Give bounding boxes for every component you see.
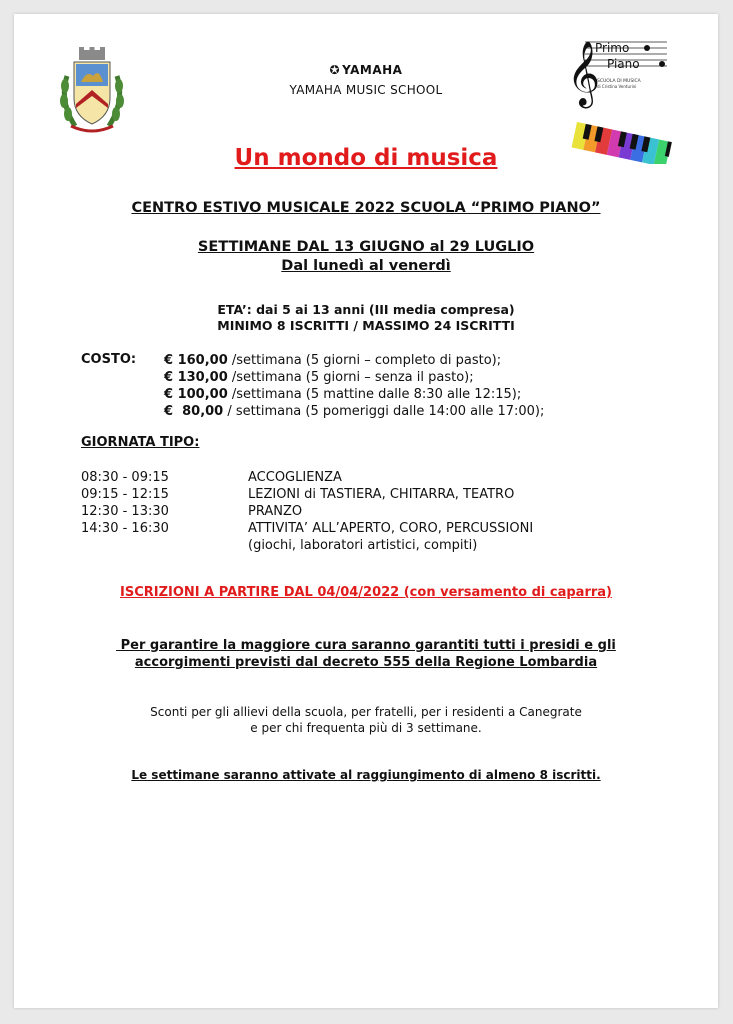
schedule-row — [81, 469, 533, 486]
schedule-table — [81, 469, 533, 554]
cost-desc: /settimana (5 giorni – completo di pasto); — [227, 353, 502, 368]
activation-notice: Le settimane saranno attivate al raggiungimento di almeno 8 iscritti. — [131, 768, 601, 782]
age-range: ETA’: dai 5 ai 13 anni (III media compresa) — [217, 302, 515, 317]
schedule-row — [81, 537, 533, 554]
logo-text-primo: Primo — [595, 41, 630, 55]
weeks-heading — [14, 238, 718, 276]
schedule-time — [81, 537, 248, 554]
cost-amount: € 130,00 — [164, 370, 228, 385]
schedule-activity: ACCOGLIENZA — [248, 470, 342, 485]
cost-amount: € 100,00 — [164, 387, 228, 402]
cost-amount: € 80,00 — [164, 404, 224, 419]
cost-list — [164, 352, 544, 420]
schedule-row — [81, 503, 533, 520]
page-title: Un mondo di musica — [234, 145, 498, 171]
main-heading: CENTRO ESTIVO MUSICALE 2022 SCUOLA “PRIMO PIANO” — [131, 200, 601, 216]
cost-desc: /settimana (5 giorni – senza il pasto); — [227, 370, 474, 385]
yamaha-brand-text: YAMAHA — [342, 63, 403, 77]
age-info — [14, 302, 718, 334]
flyer-page — [14, 14, 718, 1008]
schedule-activity: ATTIVITA’ ALL’APERTO, CORO, PERCUSSIONI — [248, 521, 534, 536]
yamaha-tuning-fork-icon: ✪ — [329, 63, 341, 77]
schedule-time: 09:15 - 12:15 — [81, 487, 169, 502]
schedule-heading: GIORNATA TIPO: — [81, 435, 200, 450]
schedule-row — [81, 520, 533, 537]
cost-amount: € 160,00 — [164, 353, 228, 368]
safety-notice — [14, 637, 718, 671]
logo-text-piano: Piano — [607, 57, 640, 71]
cost-item — [164, 386, 544, 403]
logo-subtext: SCUOLA DI MUSICA — [597, 79, 641, 84]
schedule-activity: (giochi, laboratori artistici, compiti) — [248, 538, 478, 553]
enrollment-limits: MINIMO 8 ISCRITTI / MASSIMO 24 ISCRITTI — [217, 318, 515, 333]
schedule-activity: LEZIONI di TASTIERA, CHITARRA, TEATRO — [248, 487, 515, 502]
safety-line: Per garantire la maggiore cura saranno garantiti tutti i presidi e gli — [116, 638, 616, 653]
schedule-time: 12:30 - 13:30 — [81, 504, 169, 519]
discounts-line: e per chi frequenta più di 3 settimane. — [250, 721, 482, 735]
cost-desc: / settimana (5 pomeriggi dalle 14:00 alle 17:00); — [223, 404, 545, 419]
schedule-row — [81, 486, 533, 503]
schedule-time: 14:30 - 16:30 — [81, 521, 169, 536]
logo-subtext-2: di Cristina Venturini — [597, 84, 637, 89]
yamaha-school-name: YAMAHA MUSIC SCHOOL — [289, 83, 443, 97]
cost-desc: /settimana (5 mattine dalle 8:30 alle 12:15); — [227, 387, 522, 402]
cost-label: COSTO: — [81, 352, 137, 367]
schedule-activity: PRANZO — [248, 504, 303, 519]
svg-text:𝄞: 𝄞 — [567, 41, 601, 106]
weeks-days: Dal lunedì al venerdì — [281, 258, 451, 274]
weeks-dates: SETTIMANE DAL 13 GIUGNO al 29 LUGLIO — [197, 239, 535, 255]
registration-notice: ISCRIZIONI A PARTIRE DAL 04/04/2022 (con versamento di caparra) — [120, 585, 612, 600]
cost-item — [164, 369, 544, 386]
discounts-line: Sconti per gli allievi della scuola, per fratelli, per i residenti a Canegrate — [150, 705, 582, 719]
safety-line: accorgimenti previsti dal decreto 555 della Regione Lombardia — [134, 655, 598, 670]
discounts-notice — [14, 704, 718, 736]
cost-item — [164, 352, 544, 369]
schedule-time: 08:30 - 09:15 — [81, 470, 169, 485]
cost-item — [164, 403, 544, 420]
